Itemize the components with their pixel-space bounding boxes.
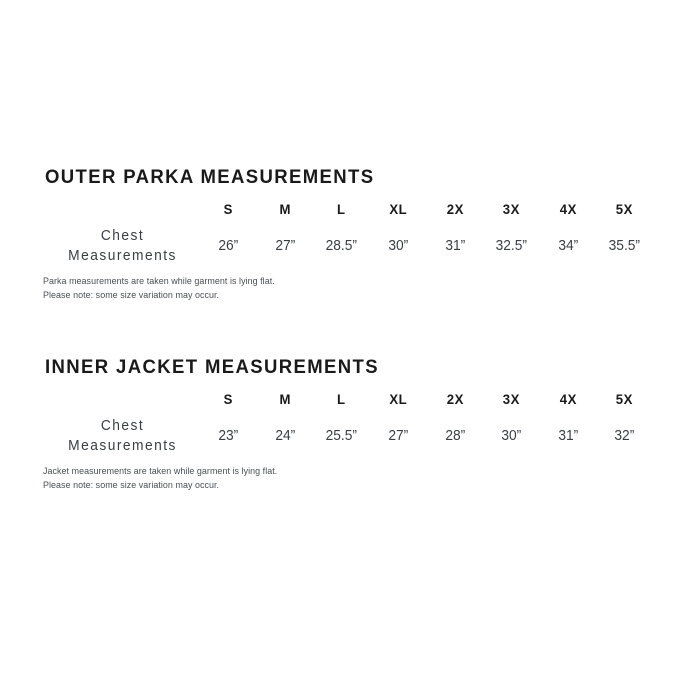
section-inner-jacket [0, 356, 700, 493]
size-header-5x: 5X [616, 391, 634, 408]
row-label-chest-measurements [49, 224, 196, 268]
measurement-value-s: 26” [218, 238, 239, 255]
measurement-value-3x: 30” [501, 428, 522, 445]
size-header-2x: 2X [446, 391, 464, 408]
measurement-value-3x: 32.5” [495, 238, 528, 255]
measurement-value-m: 27” [275, 238, 295, 255]
size-header-row [45, 384, 653, 414]
section-heading-inner-jacket: INNER JACKET MEASUREMENTS [45, 356, 379, 378]
measurement-row-chest [45, 224, 653, 268]
size-header-m: M [279, 391, 291, 408]
measurement-value-xl: 30” [388, 238, 409, 255]
size-header-spacer [50, 194, 196, 224]
measurement-value-4x: 34” [558, 238, 578, 255]
measurement-value-l: 28.5” [325, 238, 358, 255]
size-header-2x: 2X [446, 201, 464, 218]
footnote-inner-jacket [43, 465, 654, 493]
size-header-row [45, 194, 653, 224]
size-header-xl: XL [389, 391, 408, 408]
size-table-inner-jacket [45, 384, 653, 458]
size-header-3x: 3X [502, 391, 521, 408]
size-table-outer-parka [45, 194, 653, 268]
row-label-line-2: Measurements [68, 248, 177, 265]
size-header-3x: 3X [502, 201, 521, 218]
footnote-outer-parka [43, 275, 654, 303]
size-header-xl: XL [389, 201, 408, 218]
footnote-line-2: Please note: some size variation may occur. [43, 480, 220, 492]
measurement-value-2x: 31” [444, 238, 465, 255]
size-header-spacer [50, 384, 196, 414]
size-header-s: S [223, 391, 234, 408]
size-header-s: S [223, 201, 234, 218]
row-label-line-1: Chest [100, 417, 145, 434]
measurement-value-l: 25.5” [325, 428, 358, 445]
measurement-value-5x: 35.5” [608, 238, 641, 255]
row-label-line-2: Measurements [68, 438, 177, 455]
measurement-row-chest [45, 414, 653, 458]
size-header-4x: 4X [559, 391, 577, 408]
size-header-l: L [337, 201, 346, 218]
size-header-l: L [337, 391, 346, 408]
size-header-4x: 4X [559, 201, 577, 218]
measurement-value-5x: 32” [614, 428, 635, 445]
section-heading-outer-parka: OUTER PARKA MEASUREMENTS [45, 166, 375, 188]
measurement-value-xl: 27” [388, 428, 409, 445]
size-header-m: M [279, 201, 291, 218]
row-label-chest-measurements [49, 414, 196, 458]
row-label-line-1: Chest [100, 227, 145, 244]
section-outer-parka [0, 166, 700, 303]
footnote-line-2: Please note: some size variation may occur. [43, 290, 220, 302]
measurement-value-2x: 28” [444, 428, 465, 445]
size-header-5x: 5X [616, 201, 634, 218]
footnote-line-1: Jacket measurements are taken while garment is lying flat. [43, 466, 278, 478]
footnote-line-1: Parka measurements are taken while garment is lying flat. [43, 276, 275, 288]
measurement-value-s: 23” [218, 428, 239, 445]
measurement-value-4x: 31” [558, 428, 578, 445]
measurement-value-m: 24” [275, 428, 295, 445]
